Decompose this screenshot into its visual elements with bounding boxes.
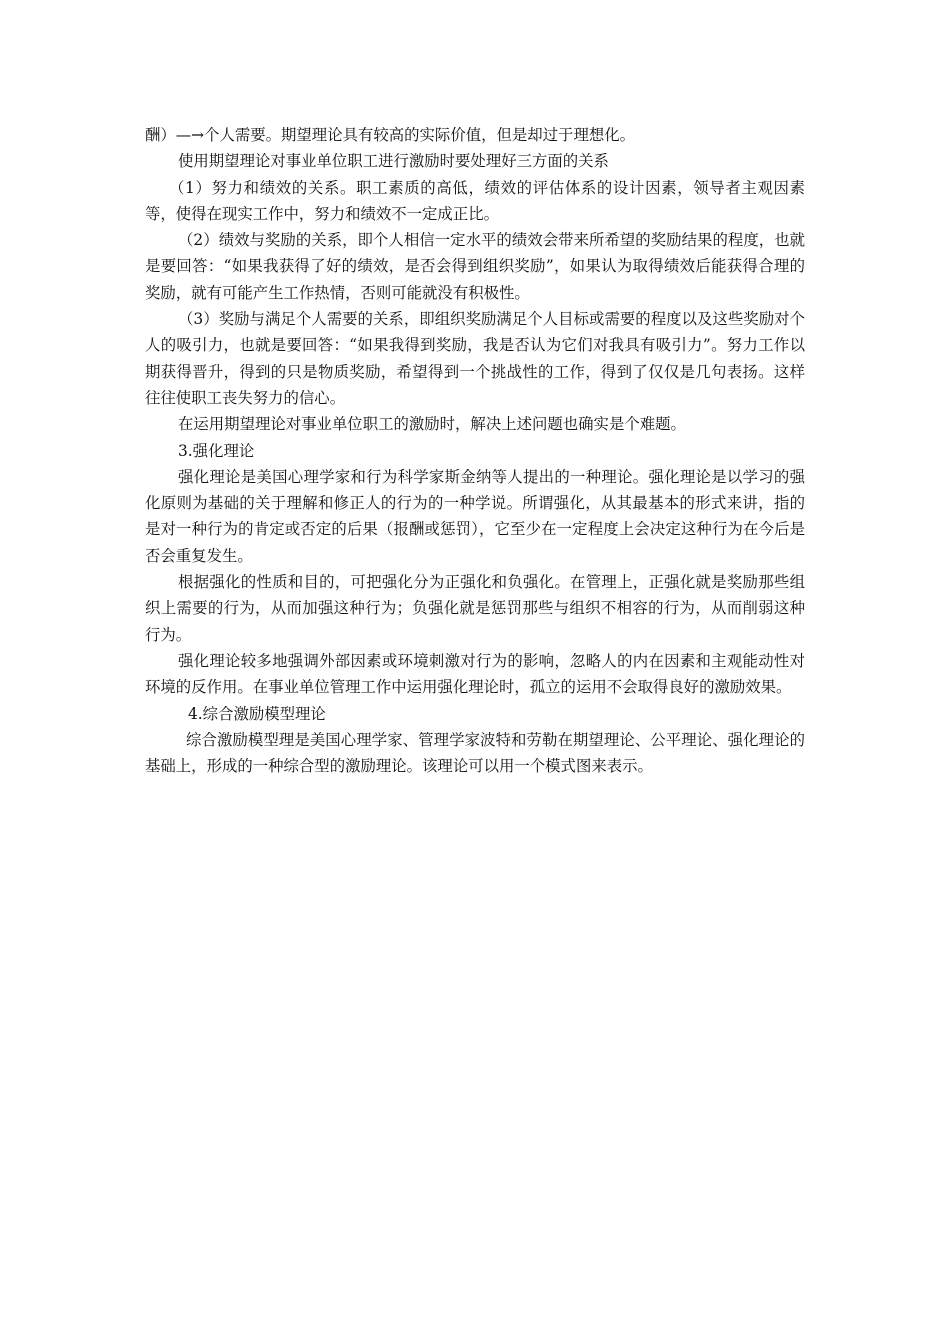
section-heading-comprehensive-model: 4.综合激励模型理论 [188, 704, 326, 723]
section-heading-reinforcement: 3.强化理论 [178, 441, 255, 460]
paragraph-reinforcement-critique: 强化理论较多地强调外部因素或环境刺激对行为的影响，忽略人的内在因素和主观能动性对环境的反作用。在事业单位管理工作中运用强化理论时，孤立的运用不会取得良好的激励效果。 [145, 651, 805, 697]
paragraph-reward-needs: （3）奖励与满足个人需要的关系，即组织奖励满足个人目标或需要的程度以及这些奖励对个人的吸引力，也就是要回答：“如果我得到奖励，我是否认为它们对我具有吸引力”。努力工作以期获得晋升，得到的只是物质奖励，希望得到一个挑战性的工作，得到了仅仅是几句表扬。这样往往使职工丧失努力的信心。 [145, 310, 805, 407]
document-body [145, 122, 805, 779]
paragraph-expectancy-relations-intro: 使用期望理论对事业单位职工进行激励时要处理好三方面的关系 [178, 152, 609, 171]
paragraph-continuation: 酬）—→个人需要。期望理论具有较高的实际价值，但是却过于理想化。 [145, 126, 636, 144]
paragraph-expectancy-conclusion: 在运用期望理论对事业单位职工的激励时，解决上述问题也确实是个难题。 [178, 415, 686, 434]
paragraph-effort-performance: （1）努力和绩效的关系。职工素质的高低，绩效的评估体系的设计因素，领导者主观因素等，使得在现实工作中，努力和绩效不一定成正比。 [145, 178, 805, 223]
paragraph-positive-negative-reinforcement: 根据强化的性质和目的，可把强化分为正强化和负强化。在管理上，正强化就是奖励那些组织上需要的行为，从而加强这种行为；负强化就是惩罚那些与组织不相容的行为，从而削弱这种行为。 [145, 573, 805, 644]
paragraph-reinforcement-definition: 强化理论是美国心理学家和行为科学家斯金纳等人提出的一种理论。强化理论是以学习的强化原则为基础的关于理解和修正人的行为的一种学说。所谓强化，从其最基本的形式来讲，指的是对一种行为的肯定或否定的后果（报酬或惩罚），它至少在一定程度上会决定这种行为在今后是否会重复发生。 [145, 467, 805, 565]
paragraph-comprehensive-model: 综合激励模型理是美国心理学家、管理学家波特和劳勒在期望理论、公平理论、强化理论的基础上，形成的一种综合型的激励理论。该理论可以用一个模式图来表示。 [145, 730, 805, 776]
paragraph-performance-reward: （2）绩效与奖励的关系，即个人相信一定水平的绩效会带来所希望的奖励结果的程度，也就是要回答：“如果我获得了好的绩效，是否会得到组织奖励”，如果认为取得绩效后能获得合理的奖励，就有可能产生工作热情，否则可能就没有积极性。 [145, 231, 805, 302]
